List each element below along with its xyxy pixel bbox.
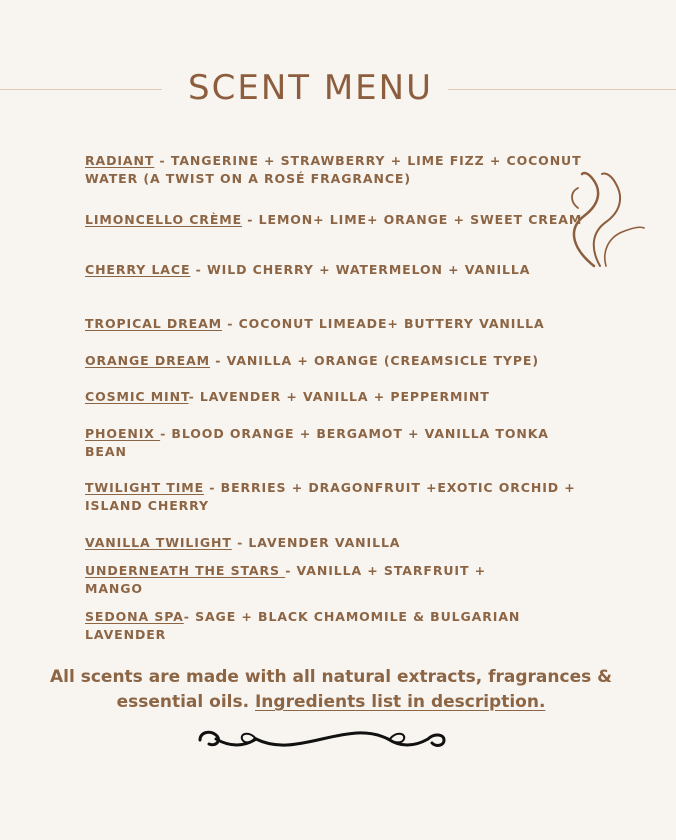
- scent-item-sedona-spa: [85, 608, 585, 644]
- scent-item-phoenix: [85, 425, 585, 461]
- scent-notes: - COCONUT LIMEADE+ BUTTERY VANILLA: [222, 316, 545, 331]
- scent-item-vanilla-twilight: [85, 534, 585, 552]
- scent-name: ORANGE DREAM: [85, 353, 210, 368]
- scent-notes: - WILD CHERRY + WATERMELON + VANILLA: [190, 262, 531, 277]
- scent-item-cherry-lace: [85, 261, 585, 279]
- scent-item-limoncello-creme: [85, 211, 585, 229]
- scent-notes: - BLOOD ORANGE + BERGAMOT + VANILLA TONKA BEAN: [85, 426, 549, 459]
- scent-notes: - SAGE + BLACK CHAMOMILE & BULGARIAN LAVENDER: [85, 609, 521, 642]
- scent-name: RADIANT: [85, 153, 155, 168]
- scent-name: VANILLA TWILIGHT: [85, 535, 232, 550]
- scent-item-underneath-the-stars: [85, 562, 515, 598]
- page-title: SCENT MENU: [188, 68, 433, 108]
- scent-item-cosmic-mint: [85, 388, 585, 406]
- scent-name: CHERRY LACE: [85, 262, 191, 277]
- scent-name: PHOENIX: [85, 426, 161, 441]
- scent-item-tropical-dream: [85, 315, 585, 333]
- scent-notes: - VANILLA + STARFRUIT + MANGO: [85, 563, 486, 596]
- scent-item-radiant: [85, 152, 585, 188]
- scent-name: TROPICAL DREAM: [85, 316, 223, 331]
- title-rule-right: [448, 89, 676, 90]
- ornamental-divider-icon: [196, 727, 448, 753]
- scent-notes: - TANGERINE + STRAWBERRY + LIME FIZZ + COCONUT WATER (A TWIST ON A ROSÉ FRAGRANCE): [85, 153, 582, 186]
- footer-note: [40, 665, 622, 715]
- scent-name: COSMIC MINT: [85, 389, 189, 404]
- scent-name: SEDONA SPA: [85, 609, 184, 624]
- scent-notes: - LAVENDER VANILLA: [231, 535, 401, 550]
- scent-notes: - BERRIES + DRAGONFRUIT +EXOTIC ORCHID + ISLAND CHERRY: [85, 480, 576, 513]
- ingredients-link[interactable]: Ingredients list in description.: [254, 692, 546, 712]
- scent-name: TWILIGHT TIME: [85, 480, 205, 495]
- scent-notes: - VANILLA + ORANGE (CREAMSICLE TYPE): [210, 353, 539, 368]
- scent-item-twilight-time: [85, 479, 585, 515]
- scent-name: UNDERNEATH THE STARS: [85, 563, 286, 578]
- scent-item-orange-dream: [85, 352, 585, 370]
- footer-text: All scents are made with all natural extracts, fragrances & essential oils.: [50, 667, 612, 712]
- scent-notes: - LEMON+ LIME+ ORANGE + SWEET CREAM: [242, 212, 583, 227]
- scent-notes: - LAVENDER + VANILLA + PEPPERMINT: [188, 389, 490, 404]
- scent-name: LIMONCELLO CRÈME: [85, 212, 243, 227]
